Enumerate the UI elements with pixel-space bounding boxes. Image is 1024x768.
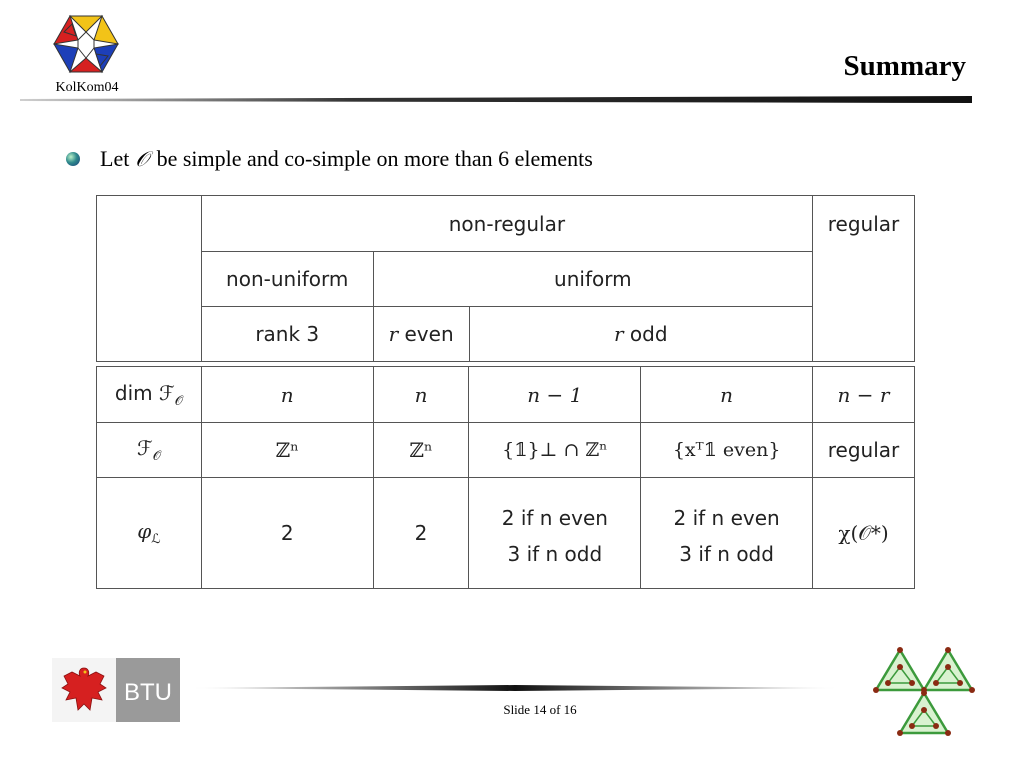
logo-caption: KolKom04 xyxy=(55,80,119,95)
header-r-odd xyxy=(469,307,812,362)
header-r-even xyxy=(373,307,469,362)
row-label-phi xyxy=(97,478,202,589)
bullet-text xyxy=(100,146,593,172)
row-label-dim xyxy=(97,367,202,423)
phi-subscript: ℒ xyxy=(151,532,161,547)
kolkom-logo xyxy=(50,10,122,80)
table-row xyxy=(97,478,915,589)
table-cell: ℤⁿ xyxy=(373,423,469,478)
summary-body-table xyxy=(96,366,915,589)
table-cell: {𝟙}⊥ ∩ ℤⁿ xyxy=(469,423,641,478)
header-regular: regular xyxy=(813,196,915,362)
summary-header-table xyxy=(96,195,915,362)
triangles-logo xyxy=(870,645,980,740)
f-symbol: ℱ xyxy=(159,380,175,405)
table-row xyxy=(97,423,915,478)
table-cell: n − 1 xyxy=(469,367,641,423)
bullet-prefix: Let xyxy=(100,146,130,171)
bullet-symbol: 𝒪 xyxy=(135,147,149,171)
even-word: even xyxy=(404,322,454,346)
header-rank-3: rank 3 xyxy=(201,307,373,362)
table-cell: n − r xyxy=(813,367,915,423)
bullet-item xyxy=(66,146,593,172)
split-line: 3 if n odd xyxy=(679,542,774,566)
table-cell: ℤⁿ xyxy=(201,423,373,478)
split-line: 2 if n even xyxy=(501,506,608,530)
table-cell: n xyxy=(201,367,373,423)
header-non-uniform: non-uniform xyxy=(201,252,373,307)
r-symbol: r xyxy=(614,322,624,346)
table-cell: regular xyxy=(813,423,915,478)
table-cell-split xyxy=(469,478,641,589)
f-subscript: 𝒪 xyxy=(152,449,161,464)
bullet-suffix: be simple and co-simple on more than 6 elements xyxy=(156,146,593,171)
header-corner-cell xyxy=(97,196,202,362)
r-symbol: r xyxy=(388,322,399,346)
split-line: 3 if n odd xyxy=(507,542,603,566)
btu-logo xyxy=(52,658,180,722)
btu-text: BTU xyxy=(124,679,172,706)
phi-symbol: φ xyxy=(137,519,152,543)
bullet-icon xyxy=(66,152,80,166)
row-label-f xyxy=(97,423,202,478)
table-cell: 2 xyxy=(373,478,469,589)
f-subscript: 𝒪 xyxy=(174,393,183,409)
header-uniform: uniform xyxy=(373,252,812,307)
slide-title: Summary xyxy=(843,50,966,82)
slide-counter: Slide 14 of 16 xyxy=(503,702,577,717)
dim-word: dim xyxy=(114,380,153,405)
header-rule xyxy=(20,96,972,104)
f-symbol: ℱ xyxy=(136,436,153,460)
split-line: 2 if n even xyxy=(673,506,780,530)
table-row xyxy=(97,367,915,423)
table-cell: {xᵀ𝟙 even} xyxy=(641,423,813,478)
table-cell: 2 xyxy=(201,478,373,589)
table-cell: χ(𝒪*) xyxy=(813,478,915,589)
table-cell-split xyxy=(641,478,813,589)
header-non-regular: non-regular xyxy=(201,196,812,252)
table-cell: n xyxy=(373,367,469,423)
table-cell: n xyxy=(641,367,813,423)
footer-rule xyxy=(190,685,840,691)
odd-word: odd xyxy=(629,322,668,346)
